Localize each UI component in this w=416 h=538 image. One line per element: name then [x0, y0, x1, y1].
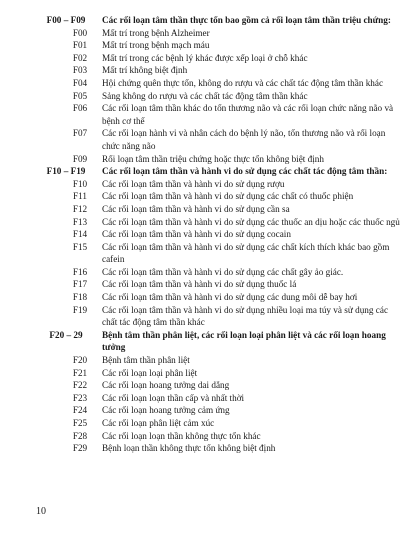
entry-description: Các rối loạn tâm thần và hành vi do sử dụng nhiều loại ma túy và sử dụng các chất tác động tâm thần khác [102, 304, 389, 328]
entry-code: F06 [72, 103, 88, 114]
entry-code: F14 [72, 229, 88, 240]
section-title: Các rối loạn tâm thần thực tổn bao gồm cả rối loạn tâm thần triệu chứng: [102, 15, 391, 25]
entry-code: F21 [72, 367, 88, 378]
entry-code: F05 [72, 90, 88, 101]
entry-code: F29 [72, 443, 88, 454]
entry-code: F11 [73, 191, 87, 202]
entry-code: F07 [72, 128, 88, 139]
code-entry [36, 241, 404, 266]
code-entry [36, 379, 404, 392]
code-entry [36, 153, 404, 166]
code-entry [36, 216, 404, 229]
code-entry [36, 278, 404, 291]
entry-description: Các rối loạn hành vi và nhân cách do bệnh lý não, tổn thương não và rối loạn chức năng não [102, 128, 386, 151]
code-entry [36, 90, 404, 103]
code-entry [36, 417, 404, 430]
entry-code: F18 [72, 292, 88, 303]
section-code: F00 – F09 [46, 15, 86, 25]
entry-code: F19 [72, 304, 88, 315]
code-entry [36, 64, 404, 77]
entry-description: Hội chứng quên thực tổn, không do rượu và các chất tác động tâm thần khác [102, 77, 384, 88]
code-entry [36, 203, 404, 216]
entry-description: Các rối loạn tâm thần và hành vi do sử dụng cần sa [102, 203, 290, 214]
code-entry [36, 102, 404, 127]
section-heading [36, 165, 404, 178]
entry-code: F25 [72, 418, 88, 428]
entry-description: Sảng không do rượu và các chất tác động tâm thần khác [102, 90, 308, 101]
entry-code: F23 [72, 392, 88, 403]
code-entry [36, 404, 404, 417]
entry-description: Các rối loạn tâm thần và hành vi do sử dụng các chất gây ảo giác. [102, 266, 344, 277]
page-number: 10 [36, 506, 46, 517]
entry-code: F02 [72, 52, 88, 63]
entry-description: Các rối loạn phân liệt cảm xúc [102, 418, 215, 428]
entry-description: Các rối loạn hoang tưởng cảm ứng [102, 405, 230, 416]
entry-description: Bệnh tâm thần phân liệt [102, 355, 190, 366]
code-entry [36, 266, 404, 279]
entry-code: F22 [72, 380, 88, 391]
entry-description: Mất trí không biệt định [102, 65, 188, 76]
code-entry [36, 291, 404, 304]
section-title: Các rối loạn tâm thần và hành vi do sử dụng các chất tác động tâm thần: [102, 166, 388, 177]
entry-code: F01 [72, 40, 88, 51]
entry-description: Các rối loạn loạn thần cấp và nhất thời [102, 392, 245, 403]
code-entry [36, 442, 404, 455]
entry-description: Các rối loạn tâm thần khác do tổn thương não và các rối loạn chức năng não và bệnh cơ thể [102, 103, 394, 126]
entry-description: Mất trí trong các bệnh lý khác được xếp loại ở chỗ khác [102, 52, 308, 63]
code-entry [36, 77, 404, 90]
entry-code: F17 [72, 279, 88, 290]
entry-description: Các rối loạn loại phân liệt [102, 367, 198, 378]
code-entry [36, 392, 404, 405]
entry-description: Các rối loạn tâm thần và hành vi do sử dụng các dung môi dễ bay hơi [102, 292, 358, 303]
code-entry [36, 190, 404, 203]
entry-code: F15 [72, 241, 88, 252]
code-entry [36, 304, 404, 329]
entry-code: F03 [72, 65, 88, 76]
code-entry [36, 39, 404, 52]
code-entry [36, 367, 404, 380]
entry-code: F13 [72, 216, 88, 227]
code-entry [36, 178, 404, 191]
code-entry [36, 354, 404, 367]
entry-description: Bệnh loạn thần không thực tổn không biệt định [102, 443, 276, 454]
entry-code: F28 [72, 430, 88, 441]
code-entry [36, 430, 404, 443]
entry-description: Các rối loạn tâm thần và hành vi do sử dụng các chất kích thích khác bao gồm cafein [102, 241, 390, 265]
entry-description: Mất trí trong bệnh mạch máu [102, 40, 210, 51]
entry-description: Các rối loạn tâm thần và hành vi do sử dụng các chất có thuốc phiện [102, 191, 354, 202]
entry-code: F10 [72, 178, 88, 189]
section-title: Bệnh tâm thần phân liệt, các rối loạn loại phân liệt và các rối loạn hoang tưởng [102, 329, 386, 353]
entry-code: F24 [72, 405, 88, 416]
entry-description: Các rối loạn tâm thần và hành vi do sử dụng thuốc lá [102, 279, 297, 290]
entry-code: F16 [72, 266, 88, 277]
entry-code: F00 [72, 27, 88, 38]
entry-description: Rối loạn tâm thần triệu chứng hoặc thực tổn không biệt định [102, 153, 324, 164]
entry-description: Các rối loạn hoang tưởng dai dẳng [102, 380, 230, 391]
entry-code: F04 [72, 77, 88, 88]
code-entry [36, 52, 404, 65]
icd-code-list [36, 14, 404, 455]
code-entry [36, 228, 404, 241]
entry-description: Các rối loạn loạn thần không thực tổn khác [102, 430, 261, 441]
code-entry [36, 27, 404, 40]
entry-description: Các rối loạn tâm thần và hành vi do sử dụng rượu [102, 178, 285, 189]
section-code: F20 – 29 [49, 329, 83, 340]
entry-code: F09 [72, 153, 88, 164]
section-heading [36, 329, 404, 354]
code-entry [36, 127, 404, 152]
entry-code: F12 [72, 203, 88, 214]
entry-code: F20 [72, 355, 88, 366]
entry-description: Mất trí trong bệnh Alzheimer [102, 27, 210, 38]
entry-description: Các rối loạn tâm thần và hành vi do sử dụng cocain [102, 229, 291, 240]
section-code: F10 – F19 [46, 166, 86, 177]
entry-description: Các rối loạn tâm thần và hành vi do sử dụng các thuốc an dịu hoặc các thuốc ngủ [102, 216, 400, 227]
section-heading [36, 14, 404, 27]
